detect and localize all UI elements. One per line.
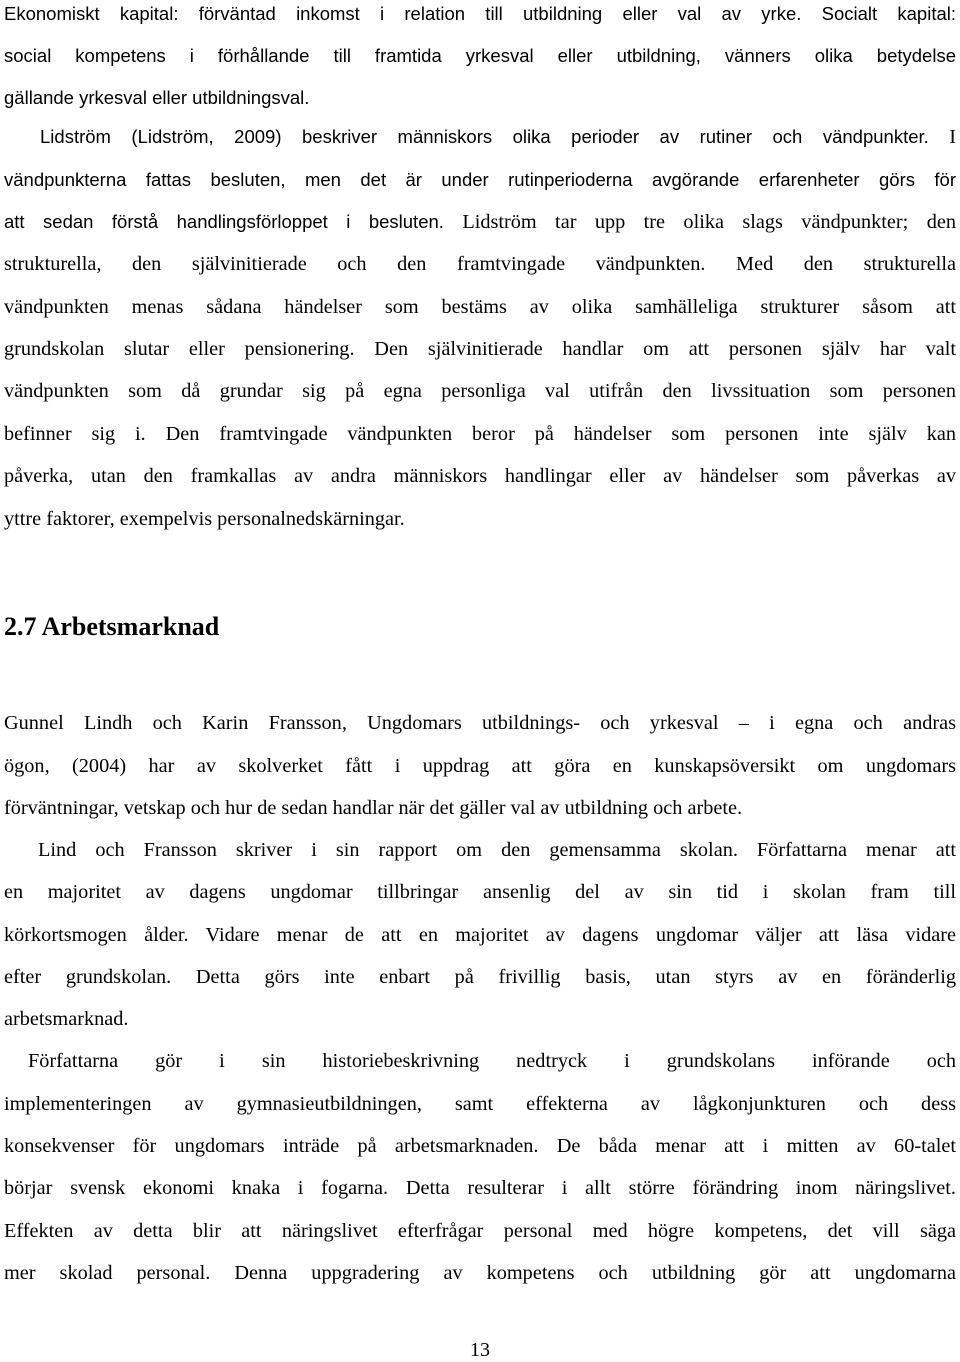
text-line: efter grundskolan. Detta görs inte enbart på frivillig basis, utan styrs av en föränderlig — [4, 966, 956, 988]
page-number: 13 — [470, 1339, 490, 1361]
text-line: strukturella, den självinitierade och den framtvingade vändpunkten. Med den strukturella — [4, 253, 956, 275]
text-line: förväntningar, vetskap och hur de sedan handlar när det gäller val av utbildning och arbete. — [4, 797, 743, 819]
text-line: vändpunkten som då grundar sig på egna personliga val utifrån den livssituation som personen — [4, 380, 956, 402]
text-line: påverka, utan den framkallas av andra människors handlingar eller av händelser som påverkas av — [4, 465, 956, 487]
text-line: social kompetens i förhållande till framtida yrkesval eller utbildning, vänners olika betydelse — [4, 45, 956, 66]
text-line: Lidström (Lidström, 2009) beskriver människors olika perioder av rutiner och vändpunkter. I — [40, 126, 956, 148]
text-line: Författarna gör i sin historiebeskrivning nedtryck i grundskolans införande och — [28, 1050, 956, 1072]
text-line: Lind och Fransson skriver i sin rapport om den gemensamma skolan. Författarna menar att — [38, 839, 956, 861]
text-line: grundskolan slutar eller pensionering. Den självinitierade handlar om att personen själv har valt — [4, 338, 956, 360]
text-line: Gunnel Lindh och Karin Fransson, Ungdomars utbildnings- och yrkesval – i egna och andras — [4, 712, 956, 734]
text-line: implementeringen av gymnasieutbildningen, samt effekterna av lågkonjunkturen och dess — [4, 1093, 956, 1115]
text-line: gällande yrkesval eller utbildningsval. — [4, 87, 310, 108]
text-line: en majoritet av dagens ungdomar tillbringar ansenlig del av sin tid i skolan fram till — [4, 881, 956, 903]
text-line: Ekonomiskt kapital: förväntad inkomst i relation till utbildning eller val av yrke. Socialt kapital: — [4, 3, 956, 24]
text-line: arbetsmarknad. — [4, 1008, 129, 1030]
text-line: ögon, (2004) har av skolverket fått i uppdrag att göra en kunskapsöversikt om ungdomars — [4, 755, 956, 777]
text-line: mer skolad personal. Denna uppgradering av kompetens och utbildning gör att ungdomarna — [4, 1262, 956, 1284]
text-line: konsekvenser för ungdomars inträde på arbetsmarknaden. De båda menar att i mitten av 60-talet — [4, 1135, 956, 1157]
text-line: körkortsmogen ålder. Vidare menar de att en majoritet av dagens ungdomar väljer att läsa vidare — [4, 924, 956, 946]
text-line: att sedan förstå handlingsförloppet i besluten. Lidström tar upp tre olika slags vändpunkter; den — [4, 211, 956, 233]
text-line: befinner sig i. Den framtvingade vändpunkten beror på händelser som personen inte själv kan — [4, 423, 956, 445]
section-heading: 2.7 Arbetsmarknad — [4, 612, 220, 641]
text-line: Effekten av detta blir att näringslivet efterfrågar personal med högre kompetens, det vill säga — [4, 1220, 956, 1242]
text-line: vändpunkten menas sådana händelser som bestäms av olika samhälleliga strukturer såsom att — [4, 296, 956, 318]
text-line: yttre faktorer, exempelvis personalnedskärningar. — [4, 508, 405, 530]
text-line: börjar svensk ekonomi knaka i fogarna. Detta resulterar i allt större förändring inom näringslivet. — [4, 1177, 956, 1199]
text-line: vändpunkterna fattas besluten, men det är under rutinperioderna avgörande erfarenheter görs för — [4, 169, 956, 190]
